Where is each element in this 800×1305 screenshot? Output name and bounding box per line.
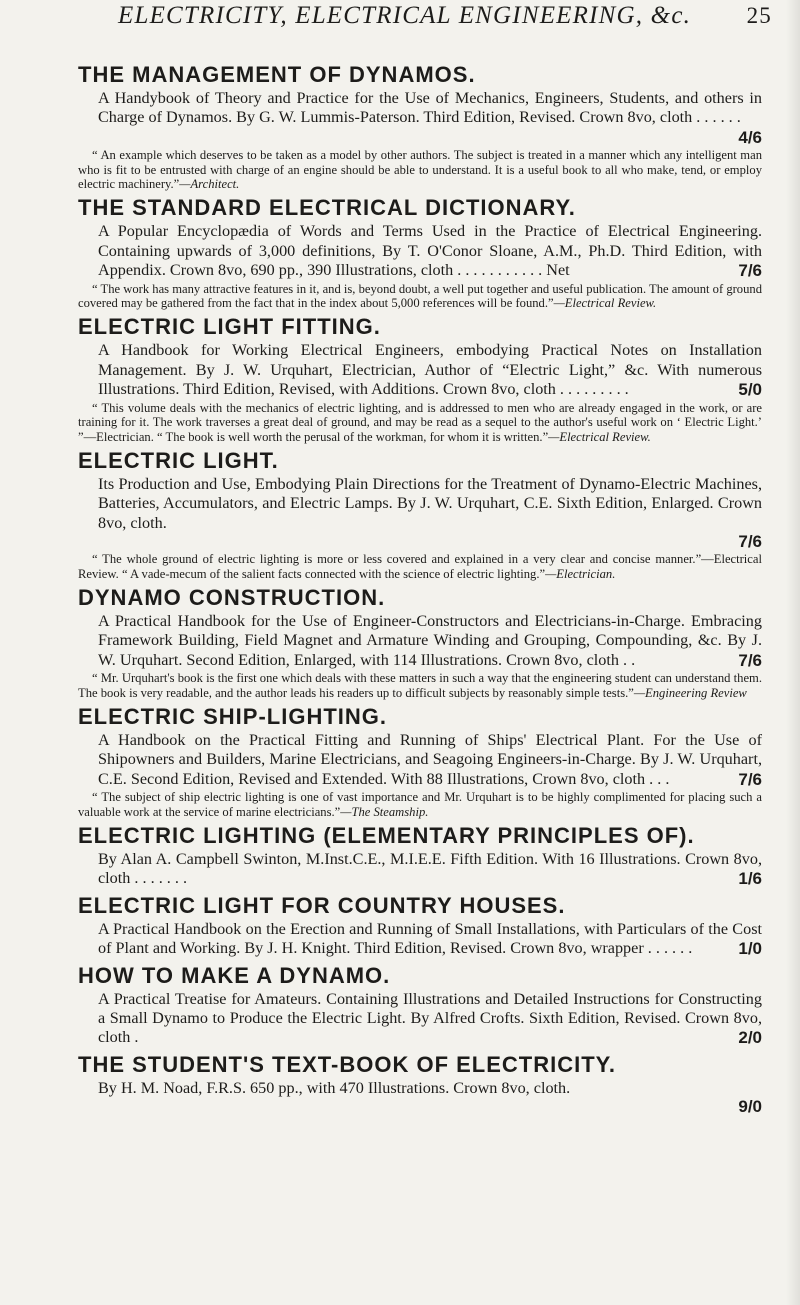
entry-description-text: A Practical Handbook on the Erection and Running of Small Installations, with Particulars of the Cost of Plant and Working. By J. H. Knight. Third Edition, Revised. Crown 8vo, wrapper . . . . . . — [98, 919, 762, 958]
entry-review — [78, 401, 762, 444]
book-entry — [78, 62, 762, 191]
entry-price: 2/0 — [738, 1028, 762, 1048]
page-edge-shadow — [786, 0, 800, 1305]
entry-description — [98, 475, 762, 533]
entry-review — [78, 282, 762, 311]
review-source: —Electrical Review. — [553, 296, 657, 311]
book-entry — [78, 823, 762, 889]
review-text: “ An example which deserves to be taken as a model by other authors. The subject is treated in a manner which any intelligent man who is fit to be entrusted with charge of an engine should be able to understand. It is a useful book to all who make, tend, or employ electric machinery.” — [78, 148, 762, 192]
entry-review — [78, 148, 762, 191]
entry-price: 9/0 — [738, 1097, 762, 1117]
review-text: “ The work has many attractive features in it, and is, beyond doubt, a well put together and useful publication. The amount of ground covered may be gathered from the fact that in the index about 5,000 references will be found.” — [78, 281, 762, 311]
review-source: —Electrician. — [545, 566, 616, 581]
running-head — [118, 2, 772, 36]
entry-price: 4/6 — [738, 127, 762, 147]
entry-description — [98, 731, 762, 789]
entry-price: 7/6 — [738, 769, 762, 789]
entry-description — [98, 222, 762, 280]
entry-title: ELECTRIC LIGHT FITTING. — [78, 314, 381, 340]
entry-price: 1/6 — [738, 869, 762, 889]
entry-title: HOW TO MAKE A DYNAMO. — [78, 962, 391, 988]
review-source: —Electrical Review. — [548, 429, 651, 444]
review-text: “ This volume deals with the mechanics of electric lighting, and is addressed to men who are already engaged in the work, or are training for it. The work traverses a great deal of ground, and may be read as a sequel to the author's useful work on ‘ Electric Light.’ ”—Electrician. “ The book is well worth the perusal of the workman, for whom it is written.” — [78, 400, 762, 444]
book-entry — [78, 448, 762, 581]
entry-title: THE MANAGEMENT OF DYNAMOS. — [78, 62, 476, 87]
book-entry — [78, 963, 762, 1048]
entry-description-text: A Handbook on the Practical Fitting and Running of Ships' Electrical Plant. For the Use of Shipowners and Builders, Marine Electricians, and Seagoing Engineers-in-Charge. By J. W. Urquhart, C.E. Second Edition, Revised and Extended. With 88 Illustrations, Crown 8vo, cloth . . . — [98, 730, 762, 788]
entry-description-text: A Practical Handbook for the Use of Engineer-Constructors and Electricians-in-Charge. Embracing Framework Building, Field Magnet and Armature Winding and Grouping, Compounding, &c. By J. W. Urquhart. Second Edition, Enlarged, with 114 Illustrations. Crown 8vo, cloth . . — [98, 611, 762, 669]
entry-price: 5/0 — [738, 380, 762, 400]
entry-price: 1/0 — [738, 939, 762, 959]
entry-title: ELECTRIC SHIP-LIGHTING. — [78, 703, 387, 729]
book-entry — [78, 893, 762, 959]
entry-description-text: A Handbook for Working Electrical Engineers, embodying Practical Notes on Installation Management. By J. W. Urquhart, Electrician, Author of “Electric Light,” &c. With numerous Illustrations. Third Edition, Revised, with Additions. Crown 8vo, cloth . . . . . . . . . — [98, 341, 762, 399]
book-entry — [78, 585, 762, 700]
entry-title: THE STUDENT'S TEXT-BOOK OF ELECTRICITY. — [78, 1051, 617, 1077]
book-entry — [78, 1052, 762, 1116]
entry-description-text: By Alan A. Campbell Swinton, M.Inst.C.E., M.I.E.E. Fifth Edition. With 16 Illustrations. Crown 8vo, cloth . . . . . . . — [98, 850, 762, 888]
review-source: —The Steamship. — [340, 804, 429, 819]
entry-description — [98, 850, 762, 889]
review-source: —Architect. — [179, 177, 240, 192]
entry-list — [78, 62, 762, 1120]
book-entry — [78, 704, 762, 819]
entry-description — [98, 990, 762, 1048]
entry-description — [98, 89, 762, 147]
book-entry — [78, 314, 762, 443]
entry-title: ELECTRIC LIGHT FOR COUNTRY HOUSES. — [78, 892, 566, 918]
entry-price: 7/6 — [738, 532, 762, 552]
entry-description-text: A Practical Treatise for Amateurs. Containing Illustrations and Detailed Instructions for Constructing a Small Dynamo to Produce the Electric Light. By Alfred Crofts. Sixth Edition, Revised. Crown 8vo, cloth . — [98, 989, 762, 1047]
entry-price: 7/6 — [738, 261, 762, 281]
entry-title: DYNAMO CONSTRUCTION. — [78, 584, 386, 610]
page-number: 25 — [746, 3, 772, 28]
entry-description — [98, 1079, 762, 1098]
entry-description-text: By H. M. Noad, F.R.S. 650 pp., with 470 Illustrations. Crown 8vo, cloth. — [98, 1078, 571, 1097]
entry-description-text: Its Production and Use, Embodying Plain Directions for the Treatment of Dynamo-Electric Machines, Batteries, Accumulators, and Electric Lamps. By J. W. Urquhart, C.E. Sixth Edition, Enlarged. Crown 8vo, cloth. — [98, 474, 762, 532]
entry-description — [98, 920, 762, 959]
entry-title: ELECTRIC LIGHT. — [78, 447, 279, 473]
entry-description — [98, 612, 762, 670]
entry-description-text: A Handybook of Theory and Practice for the Use of Mechanics, Engineers, Students, and others in Charge of Dynamos. By G. W. Lummis-Paterson. Third Edition, Revised. Crown 8vo, cloth . . . . . . — [98, 89, 762, 127]
review-text: “ Mr. Urquhart's book is the first one which deals with these matters in such a way that the engineering student can understand them. The book is very readable, and the author leads his readers up to difficult subjects by reasonably simple tests.” — [78, 671, 762, 700]
entry-description-text: A Popular Encyclopædia of Words and Terms Used in the Practice of Electrical Engineering. Containing upwards of 3,000 definitions, By T. O'Conor Sloane, A.M., Ph.D. Third Edition, with Appendix. Crown 8vo, 690 pp., 390 Illustrations, cloth . . . . . . . . . . . Net — [98, 222, 762, 280]
entry-review — [78, 790, 762, 819]
review-source: —Engineering Review — [633, 685, 747, 700]
review-text: “ The whole ground of electric lighting is more or less covered and explained in a very clear and concise manner.”—Electrical Review. “ A vade-mecum of the salient facts connected with the science of electric lighting.” — [78, 552, 762, 581]
entry-price: 7/6 — [738, 650, 762, 670]
entry-title: ELECTRIC LIGHTING (ELEMENTARY PRINCIPLES OF). — [78, 823, 695, 848]
entry-title: THE STANDARD ELECTRICAL DICTIONARY. — [78, 195, 576, 221]
entry-review — [78, 671, 762, 700]
book-entry — [78, 195, 762, 310]
entry-review — [78, 552, 762, 581]
review-text: “ The subject of ship electric lighting is one of vast importance and Mr. Urquhart is to be highly complimented for placing such a valuable work at the service of marine electricians.” — [78, 790, 762, 819]
running-title: ELECTRICITY, ELECTRICAL ENGINEERING, &c. — [118, 2, 692, 29]
entry-description — [98, 341, 762, 399]
